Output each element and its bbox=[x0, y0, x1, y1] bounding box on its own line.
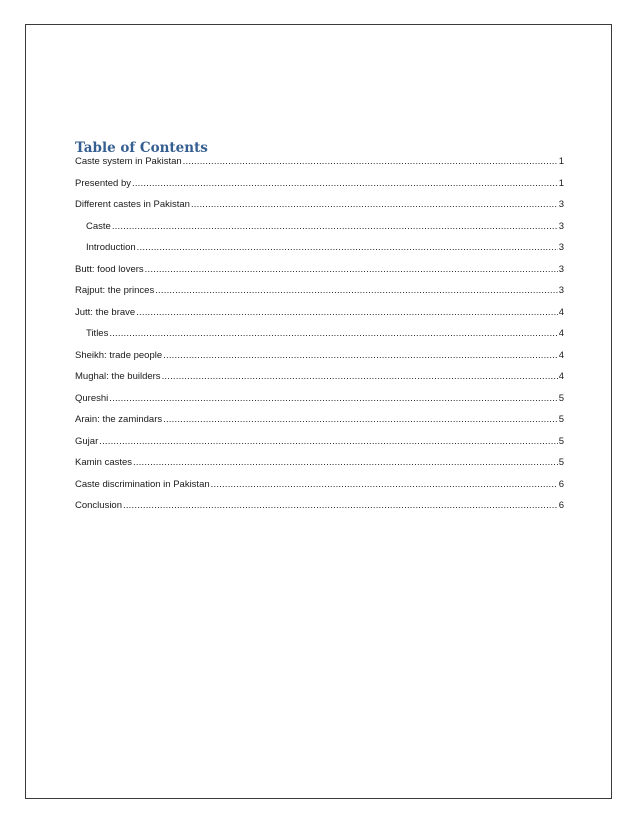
toc-page-number: 5 bbox=[558, 414, 564, 425]
toc-leader bbox=[136, 307, 558, 318]
toc-page-number: 5 bbox=[558, 392, 564, 404]
toc-page-number: 1 bbox=[558, 177, 564, 189]
toc-leader bbox=[163, 414, 558, 425]
toc-entry-text: Introduction bbox=[86, 242, 136, 253]
toc-entry-text: Caste bbox=[86, 220, 111, 232]
toc-page-number: 3 bbox=[558, 285, 564, 296]
toc-leader bbox=[112, 221, 558, 232]
toc-page-number: 3 bbox=[558, 242, 564, 253]
toc-entry-caste-discrimination[interactable] bbox=[75, 479, 564, 501]
toc-entry-caste-system[interactable] bbox=[75, 156, 564, 178]
toc-leader bbox=[109, 328, 557, 339]
toc-leader bbox=[137, 242, 558, 253]
toc-leader bbox=[123, 500, 558, 511]
toc-leader bbox=[133, 457, 558, 468]
toc-page-number: 4 bbox=[558, 328, 564, 339]
toc-entry-jutt[interactable] bbox=[75, 307, 564, 329]
toc-entry-text: Butt: food lovers bbox=[75, 263, 144, 275]
toc-entry-text: Presented by bbox=[75, 177, 131, 189]
toc-list bbox=[75, 156, 564, 522]
toc-leader bbox=[211, 479, 558, 490]
toc-entry-text: Sheikh: trade people bbox=[75, 349, 163, 361]
toc-entry-caste[interactable] bbox=[75, 221, 564, 243]
toc-entry-text: Titles bbox=[86, 328, 109, 339]
toc-page-number: 4 bbox=[558, 371, 564, 382]
toc-entry-presented-by[interactable] bbox=[75, 178, 564, 200]
toc-leader bbox=[163, 350, 558, 361]
toc-entry-introduction[interactable] bbox=[75, 242, 564, 264]
toc-leader bbox=[109, 393, 557, 404]
toc-title: Table of Contents bbox=[75, 140, 208, 156]
toc-entry-text: Conclusion bbox=[75, 500, 122, 511]
toc-entry-text: Caste system in Pakistan bbox=[75, 156, 182, 167]
toc-page-number: 6 bbox=[558, 500, 564, 511]
toc-entry-text: Kamin castes bbox=[75, 457, 133, 468]
toc-leader bbox=[132, 178, 558, 189]
toc-leader bbox=[99, 436, 557, 447]
toc-leader bbox=[162, 371, 558, 382]
toc-entry-titles[interactable] bbox=[75, 328, 564, 350]
toc-page-number: 3 bbox=[558, 220, 564, 232]
toc-entry-text: Qureshi bbox=[75, 392, 109, 404]
toc-entry-butt[interactable] bbox=[75, 264, 564, 286]
toc-entry-qureshi[interactable] bbox=[75, 393, 564, 415]
toc-entry-sheikh[interactable] bbox=[75, 350, 564, 372]
toc-leader bbox=[183, 156, 558, 167]
toc-page-number: 4 bbox=[558, 349, 564, 361]
toc-entry-text: Jutt: the brave bbox=[75, 306, 136, 318]
toc-entry-text: Rajput: the princes bbox=[75, 285, 155, 296]
toc-leader bbox=[145, 264, 558, 275]
toc-entry-text: Gujar bbox=[75, 435, 99, 447]
toc-entry-text: Caste discrimination in Pakistan bbox=[75, 478, 210, 490]
toc-entry-kamin-castes[interactable] bbox=[75, 457, 564, 479]
toc-page-number: 6 bbox=[558, 478, 564, 490]
toc-entry-arain[interactable] bbox=[75, 414, 564, 436]
toc-entry-text: Arain: the zamindars bbox=[75, 414, 163, 425]
toc-entry-text: Different castes in Pakistan bbox=[75, 199, 190, 210]
toc-page-number: 5 bbox=[558, 435, 564, 447]
toc-entry-text: Mughal: the builders bbox=[75, 371, 161, 382]
toc-entry-conclusion[interactable] bbox=[75, 500, 564, 522]
toc-page-number: 4 bbox=[558, 306, 564, 318]
toc-page-number: 1 bbox=[558, 156, 564, 167]
toc-leader bbox=[155, 285, 557, 296]
toc-page-number: 3 bbox=[558, 199, 564, 210]
toc-entry-mughal[interactable] bbox=[75, 371, 564, 393]
toc-leader bbox=[191, 199, 558, 210]
toc-entry-gujar[interactable] bbox=[75, 436, 564, 458]
toc-page-number: 5 bbox=[558, 457, 564, 468]
toc-page-number: 3 bbox=[558, 263, 564, 275]
toc-entry-rajput[interactable] bbox=[75, 285, 564, 307]
toc-entry-different-castes[interactable] bbox=[75, 199, 564, 221]
